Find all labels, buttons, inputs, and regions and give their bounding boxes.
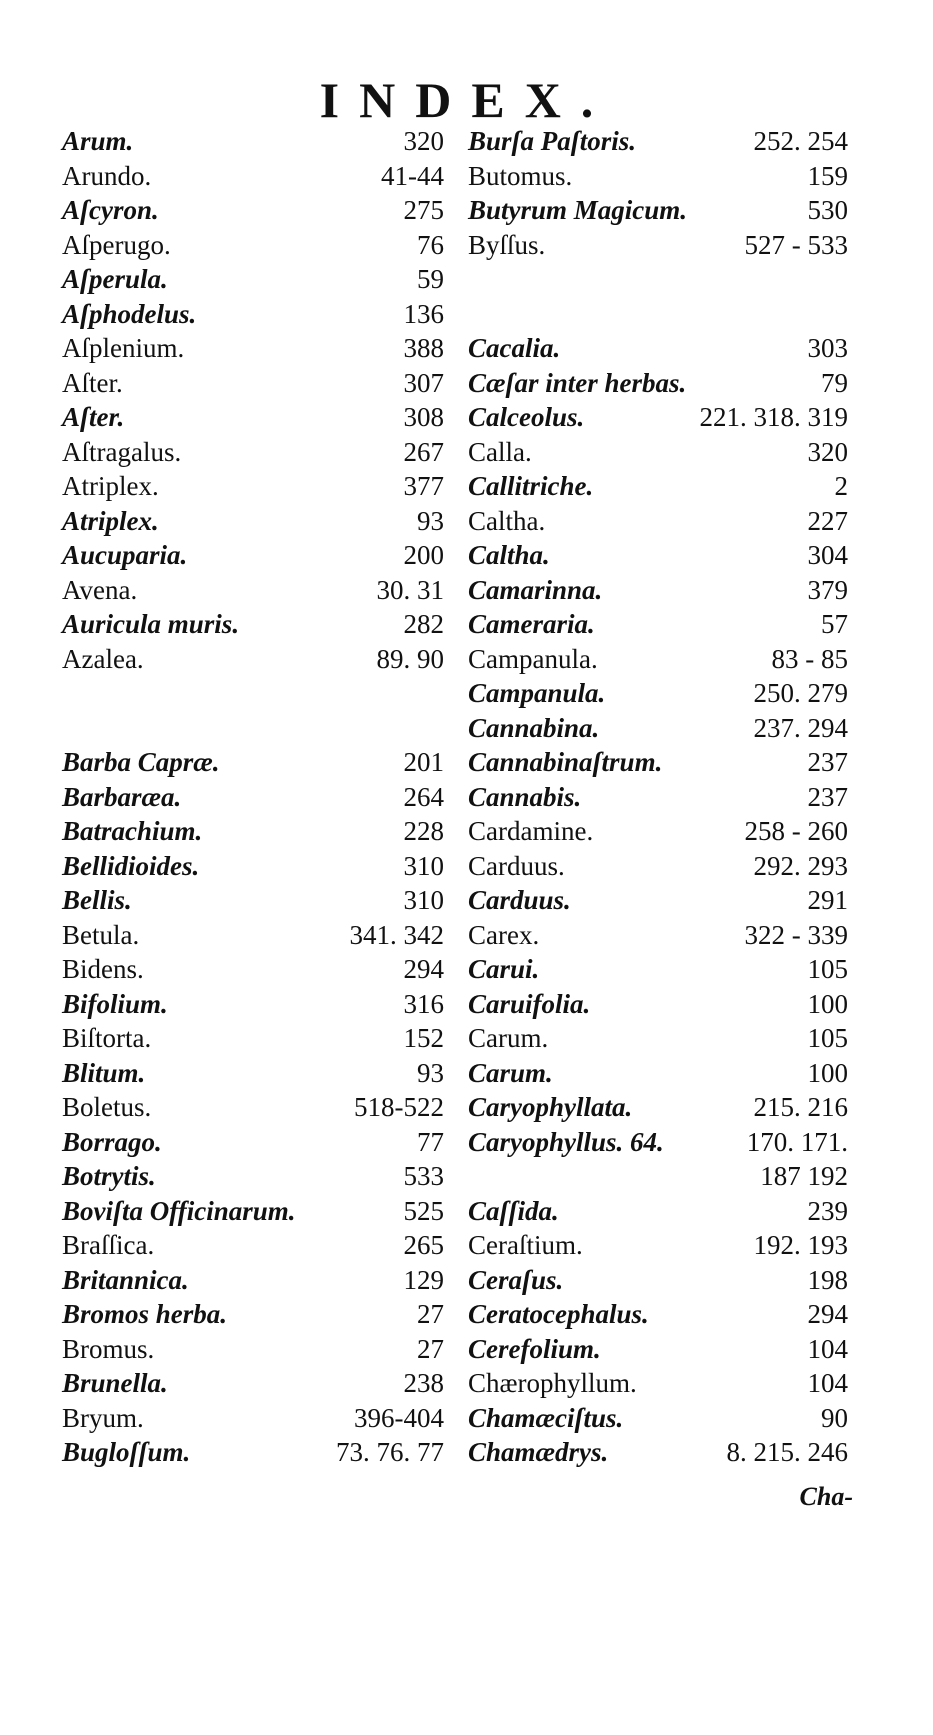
index-term: Ceratocephalus. <box>468 1299 649 1329</box>
index-entry <box>468 987 848 1022</box>
page-numbers: 396-404 <box>354 1402 444 1433</box>
page-numbers: 152 <box>403 1023 444 1053</box>
page-numbers: 379 <box>807 574 848 605</box>
index-entry <box>468 573 848 608</box>
index-term: Calceolus. <box>468 402 585 432</box>
index-entry <box>62 1263 444 1298</box>
index-entry <box>468 849 848 884</box>
index-term: Carex. <box>468 919 540 950</box>
index-entry <box>62 1159 444 1194</box>
index-term: Aſtragalus. <box>62 436 182 467</box>
page-numbers: 104 <box>807 1333 848 1364</box>
page-numbers: 252. 254 <box>753 126 848 156</box>
index-entry <box>62 366 444 401</box>
index-entry <box>62 504 444 539</box>
index-term: Aſplenium. <box>62 333 185 363</box>
index-entry <box>468 1194 848 1229</box>
index-entry <box>468 124 848 159</box>
index-entry <box>62 193 444 228</box>
index-entry <box>468 504 848 539</box>
page-numbers: 79 <box>821 367 848 398</box>
column-spacer <box>468 262 848 297</box>
page-numbers: 170. 171. <box>746 1126 848 1157</box>
index-entry <box>62 1194 444 1229</box>
catchword: Cha- <box>799 1482 853 1511</box>
index-term: Ceraſus. <box>468 1264 564 1295</box>
index-entry <box>468 366 848 401</box>
page-numbers: 77 <box>417 1126 444 1157</box>
page-numbers: 264 <box>403 781 444 812</box>
index-term: Bugloſſum. <box>62 1437 191 1467</box>
index-entry <box>62 1366 444 1401</box>
index-entry <box>62 1056 444 1091</box>
index-term: Barba Capræ. <box>62 747 220 777</box>
index-entry <box>62 469 444 504</box>
index-term: Butomus. <box>468 160 573 191</box>
index-term: Atriplex. <box>62 505 159 536</box>
page-numbers: 533 <box>403 1161 444 1191</box>
page-numbers: 322 - 339 <box>744 919 848 950</box>
index-entry <box>468 883 848 918</box>
index-term: Caltha. <box>468 505 546 536</box>
index-entry <box>62 1332 444 1367</box>
page-numbers: 136 <box>403 298 444 329</box>
index-entry <box>62 780 444 815</box>
index-entry <box>62 1401 444 1436</box>
index-entry <box>62 400 444 435</box>
index-entry <box>468 1401 848 1436</box>
index-entry <box>62 642 444 677</box>
index-column-right <box>468 124 848 1470</box>
page-numbers: 93 <box>417 1057 444 1088</box>
index-entry <box>62 952 444 987</box>
index-entry <box>62 1090 444 1125</box>
index-term: Britannica. <box>62 1264 189 1295</box>
index-entry <box>468 918 848 953</box>
page-numbers: 105 <box>807 1023 848 1053</box>
index-term: Chamædrys. <box>468 1437 609 1467</box>
index-term: Biſtorta. <box>62 1023 152 1053</box>
page-numbers: 76 <box>417 229 444 260</box>
index-term: Cannabis. <box>468 781 582 812</box>
index-entry <box>62 987 444 1022</box>
index-entry <box>62 538 444 573</box>
index-entry <box>62 124 444 159</box>
page-numbers: 41-44 <box>381 160 444 191</box>
index-entry <box>62 918 444 953</box>
index-term: Azalea. <box>62 643 144 674</box>
column-spacer <box>62 711 444 746</box>
index-entry <box>62 814 444 849</box>
index-term: Aucuparia. <box>62 540 188 570</box>
index-entry <box>468 1366 848 1401</box>
page-numbers: 320 <box>403 126 444 156</box>
index-entry <box>62 883 444 918</box>
page-numbers: 27 <box>417 1333 444 1364</box>
page-numbers: 282 <box>403 609 444 639</box>
index-term: Botrytis. <box>62 1161 156 1191</box>
index-term: Bromos herba. <box>62 1299 228 1329</box>
page-numbers: 100 <box>807 1057 848 1088</box>
page-numbers: 294 <box>403 954 444 984</box>
index-term: Carui. <box>468 954 540 984</box>
page-numbers: 215. 216 <box>753 1092 848 1122</box>
index-entry <box>62 573 444 608</box>
page-numbers: 304 <box>807 540 848 570</box>
page-numbers: 105 <box>807 954 848 984</box>
index-term: Bellis. <box>62 885 132 915</box>
page-numbers: 159 <box>807 160 848 191</box>
index-term: Carum. <box>468 1023 549 1053</box>
index-entry <box>468 228 848 263</box>
column-spacer <box>468 297 848 332</box>
index-term: Barbaræa. <box>62 781 182 812</box>
page-numbers: 320 <box>807 436 848 467</box>
index-term: Boviſta Officinarum. <box>62 1195 296 1226</box>
index-entry <box>468 400 848 435</box>
index-term: Ceraſtium. <box>468 1230 583 1260</box>
index-term: Bromus. <box>62 1333 155 1364</box>
index-entry <box>468 676 848 711</box>
index-term: Blitum. <box>62 1057 146 1088</box>
page-numbers: 221. 318. 319 <box>699 402 848 432</box>
index-entry <box>468 1090 848 1125</box>
index-entry <box>468 745 848 780</box>
page-numbers: 267 <box>403 436 444 467</box>
index-term: Carduus. <box>468 850 565 881</box>
index-term: Cardamine. <box>468 816 594 846</box>
index-term: Cerefolium. <box>468 1333 601 1364</box>
page-numbers: 275 <box>403 195 444 225</box>
page-numbers: 187 192 <box>760 1161 848 1191</box>
index-entry <box>468 1297 848 1332</box>
index-term: Byſſus. <box>468 229 546 260</box>
index-term: Camarinna. <box>468 574 603 605</box>
index-term: Caſſida. <box>468 1195 559 1226</box>
index-term: Cacalia. <box>468 333 561 363</box>
page-numbers: 310 <box>403 850 444 881</box>
index-term: Carum. <box>468 1057 553 1088</box>
index-entry <box>62 1021 444 1056</box>
index-term: Betula. <box>62 919 140 950</box>
page-numbers: 292. 293 <box>753 850 848 881</box>
index-term: Calla. <box>468 436 532 467</box>
index-term: Aſperula. <box>62 264 168 294</box>
index-entry <box>468 435 848 470</box>
index-term: Aſcyron. <box>62 195 159 225</box>
page-numbers: 238 <box>403 1368 444 1398</box>
index-entry <box>468 607 848 642</box>
index-term: Caryophyllus. 64. <box>468 1126 664 1157</box>
index-entry <box>62 262 444 297</box>
page-numbers: 192. 193 <box>753 1230 848 1260</box>
index-term: Chærophyllum. <box>468 1368 637 1398</box>
page-numbers: 83 - 85 <box>771 643 848 674</box>
index-entry <box>468 952 848 987</box>
index-entry <box>468 1125 848 1160</box>
index-entry <box>468 331 848 366</box>
page-numbers: 104 <box>807 1368 848 1398</box>
page-numbers: 57 <box>821 609 848 639</box>
page-title: INDEX. <box>319 72 614 128</box>
page-numbers: 530 <box>807 195 848 225</box>
index-term: Carduus. <box>468 885 571 915</box>
index-term: Campanula. <box>468 678 606 708</box>
index-term: Bidens. <box>62 954 144 984</box>
index-term: Avena. <box>62 574 138 605</box>
index-entry <box>468 1263 848 1298</box>
index-entry <box>62 228 444 263</box>
page-numbers: 59 <box>417 264 444 294</box>
index-entry <box>62 159 444 194</box>
index-entry <box>62 1228 444 1263</box>
index-entry <box>62 297 444 332</box>
index-entry <box>62 849 444 884</box>
page-numbers: 129 <box>403 1264 444 1295</box>
index-term: Bryum. <box>62 1402 144 1433</box>
index-term: Caltha. <box>468 540 550 570</box>
page-numbers: 518-522 <box>354 1092 444 1122</box>
index-term: Cannabina. <box>468 712 600 743</box>
page-numbers: 316 <box>403 988 444 1019</box>
page-numbers: 291 <box>807 885 848 915</box>
index-term: Aſphodelus. <box>62 298 197 329</box>
index-term: Atriplex. <box>62 471 159 501</box>
index-entry <box>62 607 444 642</box>
page-numbers: 388 <box>403 333 444 363</box>
page-numbers: 310 <box>403 885 444 915</box>
index-term: Boletus. <box>62 1092 152 1122</box>
page-numbers: 228 <box>403 816 444 846</box>
page-numbers: 237 <box>807 747 848 777</box>
page-numbers: 525 <box>403 1195 444 1226</box>
index-term: Campanula. <box>468 643 598 674</box>
index-term: Braſſica. <box>62 1230 155 1260</box>
index-term: Aſter. <box>62 367 123 398</box>
page-numbers: 377 <box>403 471 444 501</box>
index-entry <box>468 1228 848 1263</box>
index-term: Aſperugo. <box>62 229 171 260</box>
index-term: Bellidioides. <box>62 850 200 881</box>
index-entry <box>62 1125 444 1160</box>
index-entry <box>468 1435 848 1470</box>
page-numbers: 237. 294 <box>753 712 848 743</box>
index-entry <box>468 538 848 573</box>
index-term: Batrachium. <box>62 816 203 846</box>
index-entry <box>62 331 444 366</box>
page-numbers: 198 <box>807 1264 848 1295</box>
page-numbers: 258 - 260 <box>744 816 848 846</box>
page-numbers: 250. 279 <box>753 678 848 708</box>
index-entry <box>468 814 848 849</box>
page-numbers: 294 <box>807 1299 848 1329</box>
page-numbers: 527 - 533 <box>744 229 848 260</box>
index-term: Chamæciſtus. <box>468 1402 624 1433</box>
index-term: Callitriche. <box>468 471 594 501</box>
page-numbers: 201 <box>403 747 444 777</box>
page-numbers: 227 <box>807 505 848 536</box>
index-entry <box>468 159 848 194</box>
index-term: Bifolium. <box>62 988 168 1019</box>
page-numbers: 2 <box>834 471 848 501</box>
index-entry <box>62 435 444 470</box>
page-numbers: 100 <box>807 988 848 1019</box>
index-entry <box>468 193 848 228</box>
page-numbers: 200 <box>403 540 444 570</box>
page-numbers: 239 <box>807 1195 848 1226</box>
page-numbers: 93 <box>417 505 444 536</box>
index-term: Borrago. <box>62 1126 162 1157</box>
index-column-left <box>62 124 444 1470</box>
index-term: Burſa Paſtoris. <box>468 126 637 156</box>
column-spacer <box>62 676 444 711</box>
page-numbers: 30. 31 <box>376 574 444 605</box>
page-numbers: 237 <box>807 781 848 812</box>
index-entry <box>62 1435 444 1470</box>
page-numbers: 307 <box>403 367 444 398</box>
index-entry <box>468 1159 848 1194</box>
index-entry <box>468 1056 848 1091</box>
index-term: Butyrum Magicum. <box>468 195 688 225</box>
index-entry <box>468 1332 848 1367</box>
page-numbers: 265 <box>403 1230 444 1260</box>
page-numbers: 27 <box>417 1299 444 1329</box>
index-term: Arundo. <box>62 160 152 191</box>
index-term: Caryophyllata. <box>468 1092 633 1122</box>
page-numbers: 90 <box>821 1402 848 1433</box>
index-entry <box>468 642 848 677</box>
page-numbers: 303 <box>807 333 848 363</box>
page-numbers: 8. 215. 246 <box>726 1437 848 1467</box>
index-entry <box>62 1297 444 1332</box>
index-term: Cameraria. <box>468 609 595 639</box>
index-term: Arum. <box>62 126 134 156</box>
page-numbers: 89. 90 <box>376 643 444 674</box>
index-term: Cannabinaſtrum. <box>468 747 663 777</box>
index-term: Brunella. <box>62 1368 168 1398</box>
index-term: Aſter. <box>62 402 125 432</box>
index-entry <box>62 745 444 780</box>
index-entry <box>468 780 848 815</box>
index-term: Caruifolia. <box>468 988 591 1019</box>
page-numbers: 308 <box>403 402 444 432</box>
index-term: Auricula muris. <box>62 609 240 639</box>
page-numbers: 73. 76. 77 <box>336 1437 444 1467</box>
index-entry <box>468 469 848 504</box>
index-term: Cæſar inter herbas. <box>468 367 687 398</box>
index-entry <box>468 711 848 746</box>
index-entry <box>468 1021 848 1056</box>
page-numbers: 341. 342 <box>349 919 444 950</box>
